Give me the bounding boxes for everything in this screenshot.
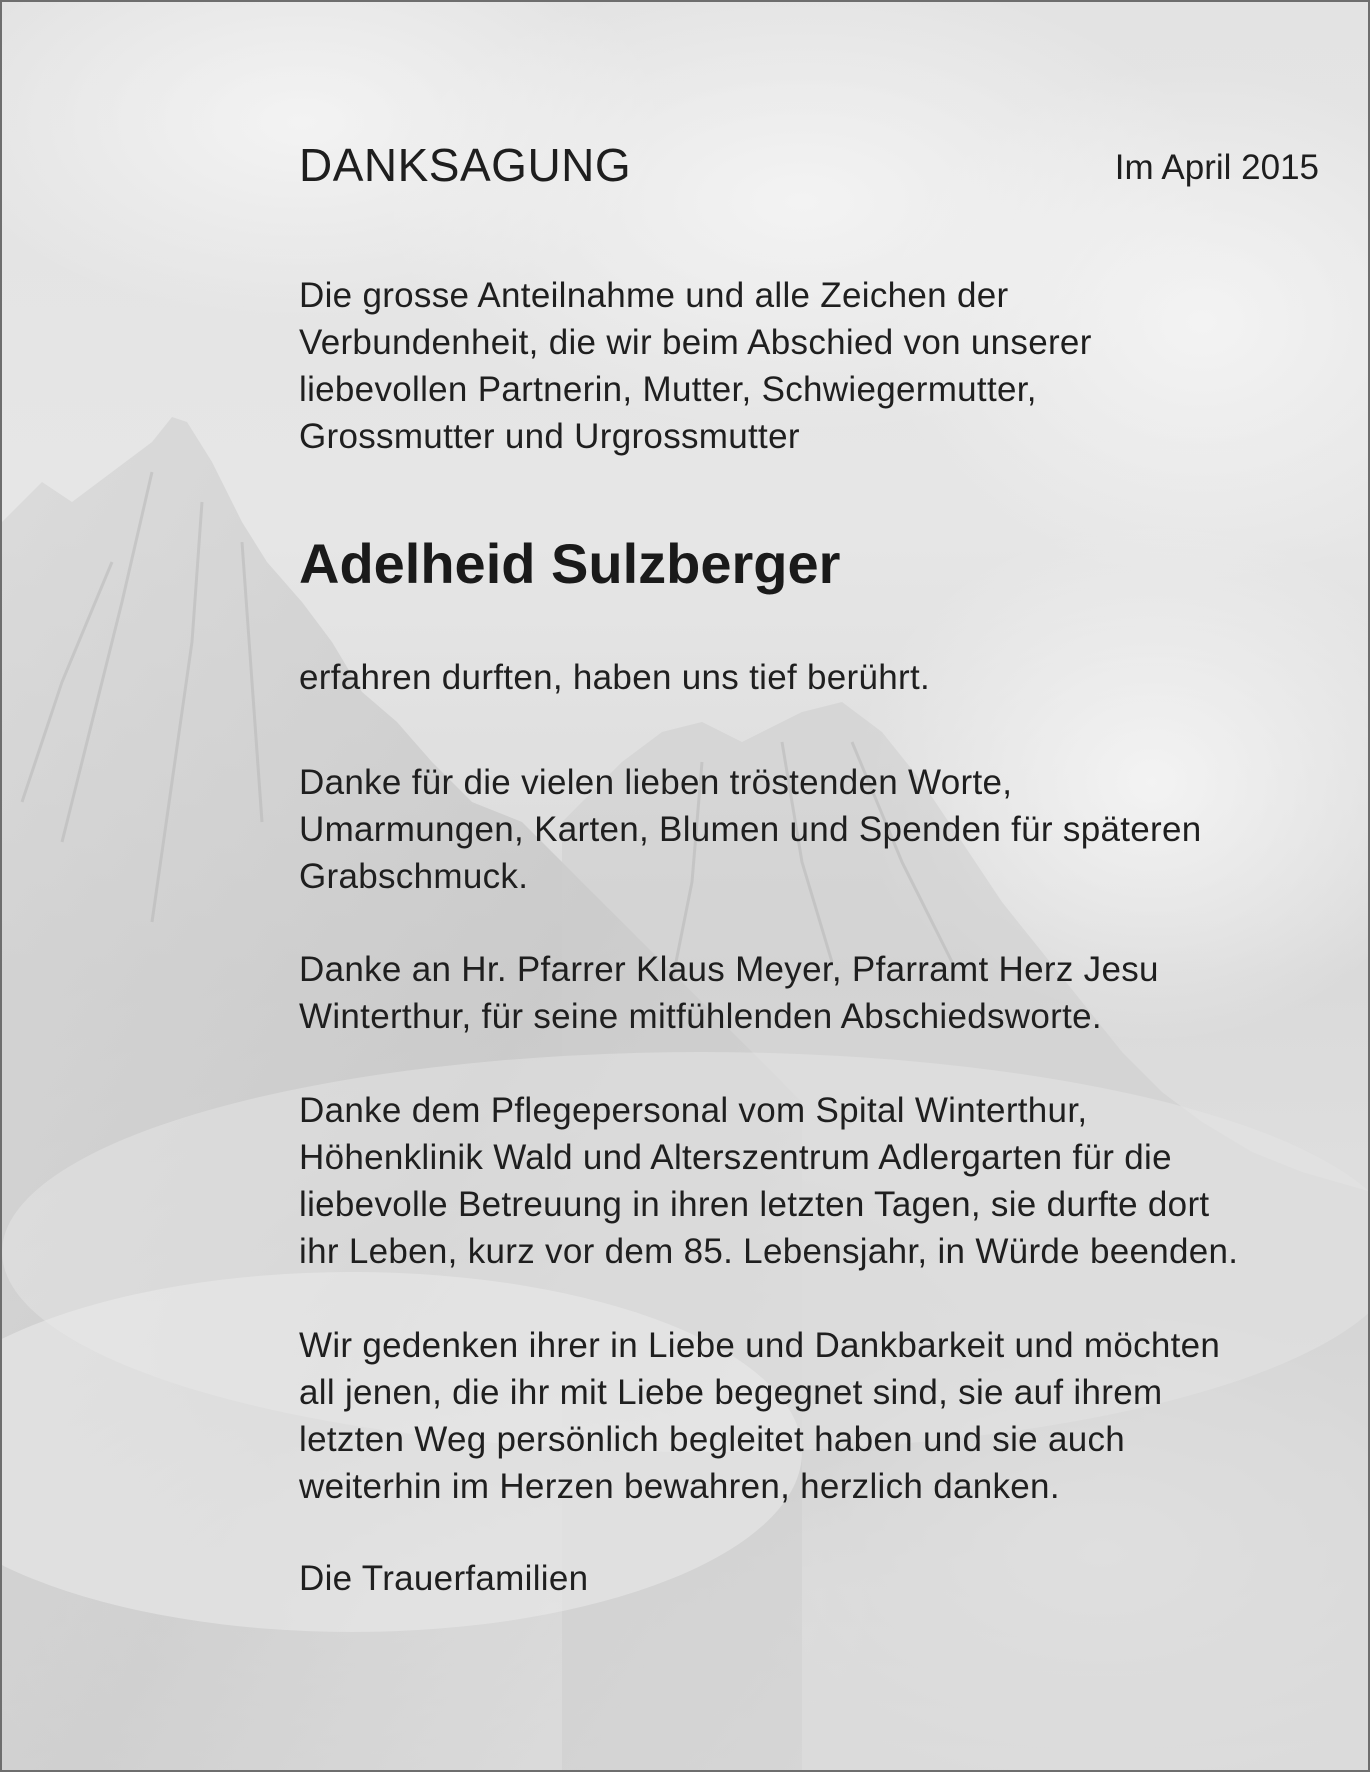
thanks-line: Grabschmuck. bbox=[299, 857, 529, 896]
thanks-care-paragraph bbox=[299, 1087, 1329, 1275]
deceased-name: Adelheid Sulzberger bbox=[299, 532, 841, 595]
after-name-paragraph bbox=[299, 654, 1329, 701]
intro-line: Die grosse Anteilnahme und alle Zeichen der bbox=[299, 276, 1009, 315]
thanks-line: Umarmungen, Karten, Blumen und Spenden für späteren bbox=[299, 810, 1202, 849]
intro-line: Grossmutter und Urgrossmutter bbox=[299, 417, 800, 456]
closing-paragraph bbox=[299, 1322, 1329, 1510]
thanks-line: Danke an Hr. Pfarrer Klaus Meyer, Pfarramt Herz Jesu bbox=[299, 950, 1159, 989]
closing-line: letzten Weg persönlich begleitet haben und sie auch bbox=[299, 1420, 1126, 1459]
thanks-line: Winterthur, für seine mitfühlenden Abschiedsworte. bbox=[299, 997, 1102, 1036]
closing-line: Wir gedenken ihrer in Liebe und Dankbarkeit und möchten bbox=[299, 1326, 1221, 1365]
after-name-line: erfahren durften, haben uns tief berührt. bbox=[299, 658, 931, 697]
thanks-words-paragraph bbox=[299, 759, 1329, 900]
thanks-line: Danke dem Pflegepersonal vom Spital Winterthur, bbox=[299, 1091, 1088, 1130]
closing-line: weiterhin im Herzen bewahren, herzlich danken. bbox=[299, 1467, 1060, 1506]
notice-title: DANKSAGUNG bbox=[299, 139, 632, 191]
intro-paragraph bbox=[299, 272, 1329, 460]
signature-line: Die Trauerfamilien bbox=[299, 1559, 589, 1598]
notice-date: Im April 2015 bbox=[1114, 148, 1319, 187]
thanks-line: liebevolle Betreuung in ihren letzten Tagen, sie durfte dort bbox=[299, 1185, 1210, 1224]
thanks-pastor-paragraph bbox=[299, 946, 1329, 1040]
intro-line: Verbundenheit, die wir beim Abschied von unserer bbox=[299, 323, 1092, 362]
thanks-line: Danke für die vielen lieben tröstenden Worte, bbox=[299, 763, 1013, 802]
closing-line: all jenen, die ihr mit Liebe begegnet sind, sie auf ihrem bbox=[299, 1373, 1163, 1412]
signature bbox=[299, 1555, 1329, 1602]
intro-line: liebevollen Partnerin, Mutter, Schwiegermutter, bbox=[299, 370, 1037, 409]
notice-header bbox=[299, 138, 1319, 198]
thanks-line: Höhenklinik Wald und Alterszentrum Adlergarten für die bbox=[299, 1138, 1172, 1177]
thanks-line: ihr Leben, kurz vor dem 85. Lebensjahr, in Würde beenden. bbox=[299, 1232, 1239, 1271]
